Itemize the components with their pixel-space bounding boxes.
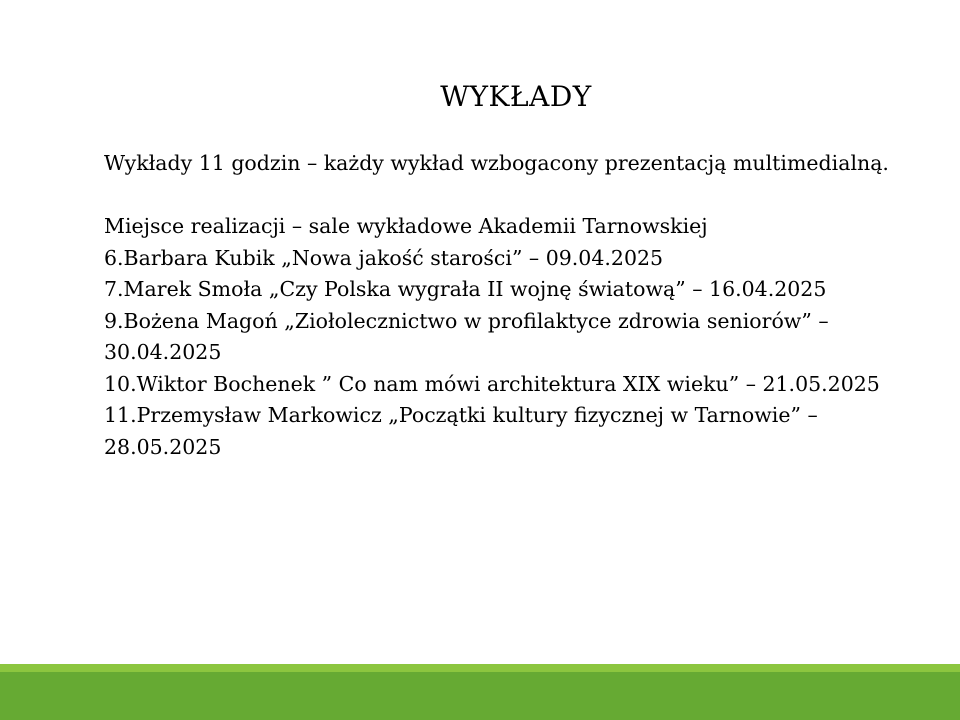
lecture-item: 6.Barbara Kubik „Nowa jakość starości” – 09.04.2025	[104, 245, 664, 270]
slide-title: WYKŁADY	[440, 80, 592, 113]
lecture-item: 7.Marek Smoła „Czy Polska wygrała II wojnę światową” – 16.04.2025	[104, 277, 827, 301]
lecture-item: 10.Wiktor Bochenek ” Co nam mówi architektura XIX wieku” – 21.05.2025	[104, 371, 880, 396]
footer-bar-light	[0, 664, 960, 672]
lecture-item: 11.Przemysław Markowicz „Początki kultury fizycznej w Tarnowie” – 28.05.2025	[104, 403, 818, 459]
location-text: Miejsce realizacji – sale wykładowe Akademii Tarnowskiej	[104, 214, 708, 238]
slide-body	[104, 148, 904, 463]
lecture-item: 9.Bożena Magoń „Ziołolecznictwo w profilaktyce zdrowia seniorów” – 30.04.2025	[104, 308, 829, 364]
intro-text: Wykłady 11 godzin – każdy wykład wzbogacony prezentacją multimedialną.	[104, 151, 889, 175]
spacer	[104, 180, 904, 212]
footer-bar-dark	[0, 672, 960, 720]
